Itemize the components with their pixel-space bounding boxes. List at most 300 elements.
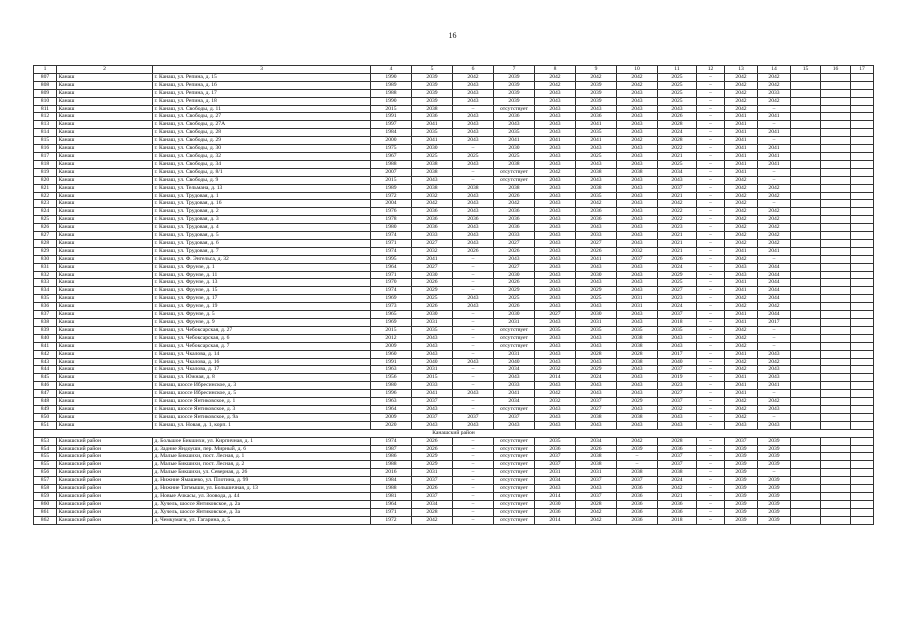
table-cell: 2029 — [412, 287, 453, 295]
table-cell: 2038 — [617, 334, 658, 342]
table-cell: 2007 — [371, 168, 412, 176]
table-cell: Канаш — [57, 287, 153, 295]
table-cell: 2042 — [725, 366, 758, 374]
table-cell: 2025 — [494, 295, 535, 303]
table-cell: 2043 — [617, 287, 658, 295]
table-cell: 2041 — [725, 145, 758, 153]
table-cell: – — [453, 176, 494, 184]
table-cell: 2038 — [412, 168, 453, 176]
table-cell: 2033 — [412, 382, 453, 390]
table-cell: 2043 — [576, 382, 617, 390]
table-cell — [851, 255, 874, 263]
table-cell: Канашский район — [57, 453, 153, 461]
table-cell — [851, 216, 874, 224]
table-cell: 2043 — [535, 184, 576, 192]
table-cell: 2042 — [758, 239, 791, 247]
table-cell: 1960 — [371, 350, 412, 358]
table-cell: 1971 — [371, 508, 412, 516]
table-cell: 2042 — [758, 216, 791, 224]
table-cell: 2041 — [535, 137, 576, 145]
table-cell — [821, 437, 851, 445]
table-cell: 2042 — [725, 216, 758, 224]
table-row — [34, 358, 874, 366]
page-number: 16 — [448, 31, 457, 40]
table-cell — [791, 445, 821, 453]
table-cell: 2041 — [758, 129, 791, 137]
column-number-cell: 1 — [34, 66, 57, 74]
table-cell: 2041 — [725, 319, 758, 327]
table-cell: Канашский район — [57, 516, 153, 524]
table-cell: 2042 — [725, 176, 758, 184]
table-cell: 2041 — [725, 374, 758, 382]
table-cell — [791, 73, 821, 81]
table-cell: 2027 — [412, 239, 453, 247]
table-cell: 2039 — [725, 445, 758, 453]
table-cell — [851, 492, 874, 500]
table-row — [34, 239, 874, 247]
table-cell: – — [453, 168, 494, 176]
table-cell: г. Канаш, ул. Южная, д. 8 — [153, 374, 371, 382]
table-cell: 2043 — [535, 255, 576, 263]
table-cell: 823 — [34, 200, 57, 208]
table-cell: 2043 — [453, 192, 494, 200]
table-cell: 2021 — [658, 152, 697, 160]
table-cell: 2041 — [758, 382, 791, 390]
table-cell — [791, 287, 821, 295]
table-cell: Канаш — [57, 145, 153, 153]
table-cell: 820 — [34, 176, 57, 184]
table-cell: Канаш — [57, 382, 153, 390]
table-cell: 2041 — [576, 121, 617, 129]
table-cell: 2043 — [617, 366, 658, 374]
table-cell: – — [697, 129, 725, 137]
table-cell: 2025 — [412, 152, 453, 160]
table-cell: 2027 — [494, 263, 535, 271]
table-cell: 1980 — [371, 224, 412, 232]
table-cell: 2043 — [535, 160, 576, 168]
table-cell — [851, 326, 874, 334]
table-cell: 2024 — [658, 129, 697, 137]
table-row — [34, 152, 874, 160]
table-cell: 2020 — [371, 421, 412, 429]
table-cell: 816 — [34, 145, 57, 153]
table-cell: 2039 — [725, 500, 758, 508]
table-cell: – — [697, 437, 725, 445]
table-cell — [851, 160, 874, 168]
table-cell: 2042 — [725, 224, 758, 232]
table-cell: 2021 — [658, 239, 697, 247]
table-cell: 2043 — [617, 232, 658, 240]
table-cell: Канаш — [57, 405, 153, 413]
table-cell: 2043 — [535, 358, 576, 366]
table-cell: 2043 — [494, 121, 535, 129]
table-cell: 2026 — [576, 247, 617, 255]
table-cell: 814 — [34, 129, 57, 137]
table-cell — [791, 469, 821, 477]
table-cell: 2033 — [494, 382, 535, 390]
table-cell — [851, 295, 874, 303]
table-cell — [821, 413, 851, 421]
table-cell: 2039 — [494, 97, 535, 105]
table-cell: отсутствует — [494, 461, 535, 469]
table-cell: – — [697, 208, 725, 216]
table-cell: 2024 — [658, 477, 697, 485]
table-cell: 2041 — [725, 382, 758, 390]
table-cell: 2042 — [535, 168, 576, 176]
table-cell — [851, 184, 874, 192]
table-cell — [851, 516, 874, 524]
table-cell: 2042 — [758, 358, 791, 366]
table-cell: – — [697, 263, 725, 271]
table-cell: 2032 — [535, 366, 576, 374]
table-cell — [851, 152, 874, 160]
table-cell: 2043 — [535, 208, 576, 216]
table-cell: Канаш — [57, 192, 153, 200]
table-cell — [791, 342, 821, 350]
table-cell: 2043 — [617, 382, 658, 390]
table-cell: 848 — [34, 398, 57, 406]
table-cell: – — [697, 374, 725, 382]
table-cell: 2043 — [453, 232, 494, 240]
table-cell — [851, 247, 874, 255]
table-cell: – — [758, 342, 791, 350]
table-cell: 2028 — [412, 508, 453, 516]
table-cell: Канаш — [57, 326, 153, 334]
table-cell: 2043 — [453, 390, 494, 398]
table-cell: 1963 — [371, 398, 412, 406]
table-cell: 2042 — [617, 81, 658, 89]
table-cell: 2043 — [453, 200, 494, 208]
table-cell — [851, 311, 874, 319]
table-cell: 836 — [34, 303, 57, 311]
column-number-cell: 7 — [494, 66, 535, 74]
table-cell: 2042 — [576, 516, 617, 524]
table-cell: 2025 — [658, 97, 697, 105]
table-cell — [851, 350, 874, 358]
table-cell: 2038 — [453, 184, 494, 192]
table-cell: 838 — [34, 319, 57, 327]
table-cell: 2043 — [576, 303, 617, 311]
table-cell: Канаш — [57, 200, 153, 208]
table-cell: 2043 — [535, 319, 576, 327]
table-cell: 2042 — [725, 200, 758, 208]
table-cell: 1986 — [371, 453, 412, 461]
table-cell — [821, 224, 851, 232]
table-cell: Канашский район — [57, 469, 153, 477]
table-cell — [791, 516, 821, 524]
section-title: Канашский район — [34, 429, 874, 437]
table-row — [34, 437, 874, 445]
table-cell: 2031 — [535, 469, 576, 477]
table-cell: 859 — [34, 492, 57, 500]
table-cell: 2041 — [725, 247, 758, 255]
table-cell: 2043 — [535, 350, 576, 358]
table-cell: 2028 — [658, 121, 697, 129]
table-cell — [821, 176, 851, 184]
table-row — [34, 145, 874, 153]
table-cell: 1969 — [371, 295, 412, 303]
table-cell: 1988 — [371, 485, 412, 493]
table-cell: 2042 — [535, 81, 576, 89]
table-cell: 2030 — [576, 271, 617, 279]
table-cell: 2035 — [576, 326, 617, 334]
table-cell: 2037 — [412, 492, 453, 500]
table-cell — [791, 366, 821, 374]
table-cell: – — [758, 326, 791, 334]
table-cell: 2043 — [535, 271, 576, 279]
table-cell: 2043 — [617, 271, 658, 279]
table-cell: 2028 — [617, 350, 658, 358]
table-cell: 2036 — [576, 216, 617, 224]
table-cell — [791, 398, 821, 406]
table-cell: 2042 — [576, 508, 617, 516]
table-cell: 2021 — [658, 192, 697, 200]
table-cell: 813 — [34, 121, 57, 129]
table-cell: 2024 — [658, 303, 697, 311]
table-cell: 2034 — [658, 168, 697, 176]
table-cell — [821, 311, 851, 319]
table-cell: г. Канаш, ул. Тельмана, д. 13 — [153, 184, 371, 192]
table-cell: г. Канаш, ул. Трудовая, д. 2 — [153, 208, 371, 216]
table-cell: 2043 — [535, 200, 576, 208]
table-cell: г. Канаш, ул. Свободы, д. 8/1 — [153, 168, 371, 176]
table-cell: 1976 — [371, 208, 412, 216]
table-cell: 855 — [34, 461, 57, 469]
table-cell: 2038 — [494, 184, 535, 192]
table-cell: 2044 — [758, 287, 791, 295]
table-cell: 2026 — [576, 445, 617, 453]
table-cell — [851, 500, 874, 508]
table-cell: Канаш — [57, 137, 153, 145]
table-cell: – — [758, 200, 791, 208]
table-cell: д. Малые Бикшихи, ул. Северная, д. 26 — [153, 469, 371, 477]
table-cell: 1974 — [371, 232, 412, 240]
table-cell: отсутствует — [494, 516, 535, 524]
table-cell — [851, 437, 874, 445]
table-cell — [821, 358, 851, 366]
table-cell: Канашский район — [57, 485, 153, 493]
table-cell: 811 — [34, 105, 57, 113]
table-cell: 2043 — [617, 239, 658, 247]
table-cell: Канашский район — [57, 437, 153, 445]
table-cell: д. Нижние Татмыши, ул. Большичная, д. 13 — [153, 485, 371, 493]
table-cell: 2036 — [576, 208, 617, 216]
table-cell: 2037 — [535, 453, 576, 461]
table-cell: Канашский район — [57, 492, 153, 500]
table-cell: 2040 — [494, 358, 535, 366]
table-cell: 2021 — [658, 247, 697, 255]
table-cell: 1981 — [371, 492, 412, 500]
table-cell: 2024 — [658, 263, 697, 271]
table-cell: г. Канаш, ул. Свободы, д. 28 — [153, 129, 371, 137]
table-cell — [851, 398, 874, 406]
table-cell: Канаш — [57, 342, 153, 350]
table-cell: 2035 — [412, 129, 453, 137]
table-cell: 2009 — [371, 342, 412, 350]
table-cell: д. Хучель, шоссе Янтиковское, д. 3а — [153, 508, 371, 516]
table-cell: 1987 — [371, 445, 412, 453]
table-cell: 1980 — [371, 382, 412, 390]
table-cell: 2025 — [412, 295, 453, 303]
table-cell: 2041 — [725, 137, 758, 145]
table-cell: 2037 — [412, 413, 453, 421]
table-cell: – — [697, 97, 725, 105]
table-cell: 2043 — [535, 263, 576, 271]
table-cell: 2036 — [576, 113, 617, 121]
table-cell: 2043 — [535, 342, 576, 350]
table-cell: 2043 — [617, 319, 658, 327]
table-cell: 2038 — [576, 453, 617, 461]
table-cell: 2043 — [535, 121, 576, 129]
table-cell: Канашский район — [57, 500, 153, 508]
table-row — [34, 413, 874, 421]
table-cell — [821, 160, 851, 168]
table-cell: 2039 — [725, 453, 758, 461]
table-cell: – — [453, 342, 494, 350]
table-row — [34, 303, 874, 311]
table-cell — [851, 89, 874, 97]
table-cell: г. Канаш, шоссе Янтиковское, д. 1 — [153, 398, 371, 406]
table-cell: 2037 — [576, 398, 617, 406]
table-cell: 2043 — [576, 145, 617, 153]
table-cell: 1974 — [371, 247, 412, 255]
table-cell: 849 — [34, 405, 57, 413]
table-cell: 850 — [34, 413, 57, 421]
table-cell: 2042 — [758, 232, 791, 240]
table-row — [34, 287, 874, 295]
table-cell — [791, 192, 821, 200]
table-cell: г. Канаш, ул. Трудовая, д. 1 — [153, 192, 371, 200]
table-cell: 2036 — [494, 208, 535, 216]
table-cell: 2035 — [412, 326, 453, 334]
table-cell: Канашский район — [57, 461, 153, 469]
table-cell: 2042 — [576, 200, 617, 208]
table-cell: 2039 — [494, 73, 535, 81]
table-cell — [851, 271, 874, 279]
table-cell: 2043 — [576, 485, 617, 493]
table-cell — [791, 477, 821, 485]
table-cell: 2043 — [758, 366, 791, 374]
table-row — [34, 445, 874, 453]
table-cell — [821, 271, 851, 279]
table-cell: 2043 — [576, 160, 617, 168]
table-cell: 2027 — [576, 239, 617, 247]
table-cell: 2042 — [758, 303, 791, 311]
table-cell: – — [697, 89, 725, 97]
table-cell: 2014 — [535, 374, 576, 382]
table-cell: 2030 — [412, 271, 453, 279]
table-cell: г. Канаш, ул. Трудовая, д. 3 — [153, 216, 371, 224]
table-cell: 2043 — [758, 350, 791, 358]
table-cell: 2037 — [658, 461, 697, 469]
table-cell: – — [697, 81, 725, 89]
table-cell: 2026 — [658, 113, 697, 121]
table-cell: – — [453, 271, 494, 279]
table-cell: 2043 — [617, 113, 658, 121]
table-cell: 2041 — [412, 255, 453, 263]
table-cell: – — [453, 500, 494, 508]
table-cell: 2043 — [617, 129, 658, 137]
table-cell: г. Канаш, ул. Свободы, д. 9 — [153, 176, 371, 184]
table-cell: 2043 — [453, 81, 494, 89]
table-row — [34, 105, 874, 113]
table-cell: 2027 — [412, 263, 453, 271]
table-cell — [821, 295, 851, 303]
table-cell: 2036 — [617, 492, 658, 500]
table-cell: 2030 — [494, 145, 535, 153]
table-cell: 2028 — [658, 137, 697, 145]
table-cell: 2044 — [758, 295, 791, 303]
table-cell: 2038 — [617, 168, 658, 176]
table-cell — [851, 200, 874, 208]
table-cell: Канаш — [57, 358, 153, 366]
table-cell: Канаш — [57, 152, 153, 160]
table-cell — [851, 469, 874, 477]
table-cell: г. Канаш, ул. Свободы, д. 34 — [153, 160, 371, 168]
table-cell: 855 — [34, 453, 57, 461]
table-cell: 2042 — [725, 358, 758, 366]
table-cell: 2038 — [576, 168, 617, 176]
table-cell — [791, 350, 821, 358]
table-row — [34, 319, 874, 327]
table-cell: 2043 — [617, 89, 658, 97]
table-cell: д. Малые Бикшихи, пост. Лесная, д. 2 — [153, 461, 371, 469]
table-cell: 2036 — [412, 224, 453, 232]
table-cell: – — [697, 113, 725, 121]
table-cell: 827 — [34, 232, 57, 240]
table-row — [34, 97, 874, 105]
table-cell — [791, 81, 821, 89]
table-cell: отсутствует — [494, 437, 535, 445]
table-cell — [791, 200, 821, 208]
table-row — [34, 350, 874, 358]
table-cell: – — [697, 413, 725, 421]
table-cell: – — [697, 216, 725, 224]
table-cell — [851, 224, 874, 232]
table-cell: 2036 — [617, 500, 658, 508]
table-cell: 2043 — [453, 89, 494, 97]
table-cell: – — [697, 516, 725, 524]
table-cell: 1988 — [371, 461, 412, 469]
table-cell: 2042 — [453, 73, 494, 81]
table-cell: отсутствует — [494, 492, 535, 500]
table-cell — [821, 461, 851, 469]
table-cell — [821, 97, 851, 105]
table-cell: 2042 — [758, 184, 791, 192]
table-cell — [821, 152, 851, 160]
table-cell — [851, 137, 874, 145]
table-cell — [851, 105, 874, 113]
table-cell: 2037 — [453, 413, 494, 421]
table-cell: д. Нижние Ямашево, ул. Плотина, д. 99 — [153, 477, 371, 485]
table-cell: – — [617, 453, 658, 461]
table-cell: 1973 — [371, 303, 412, 311]
table-cell: 2043 — [658, 176, 697, 184]
table-cell: 2039 — [758, 461, 791, 469]
table-cell: 2042 — [758, 398, 791, 406]
table-cell: г. Канаш, ул. Свободы, д. 11 — [153, 105, 371, 113]
table-cell: 2043 — [617, 421, 658, 429]
table-cell: отсутствует — [494, 405, 535, 413]
table-cell: 2043 — [617, 145, 658, 153]
table-cell: 2036 — [658, 500, 697, 508]
table-cell: г. Канаш, шоссе Ибресинское, д. 3 — [153, 382, 371, 390]
table-cell: 2043 — [617, 176, 658, 184]
table-cell: 2043 — [535, 485, 576, 493]
table-cell — [791, 326, 821, 334]
table-cell — [821, 477, 851, 485]
table-cell: 2012 — [371, 334, 412, 342]
